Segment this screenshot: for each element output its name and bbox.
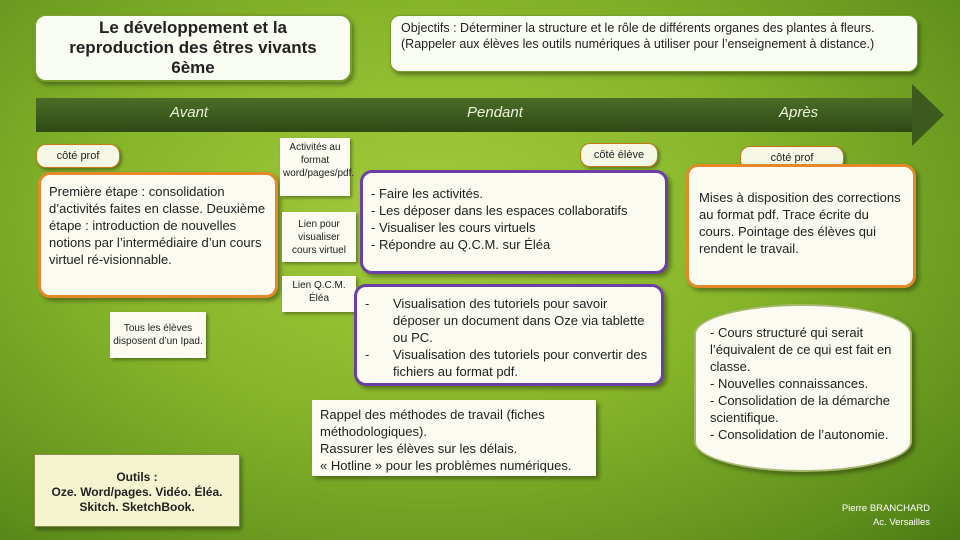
tuto-dash: - xyxy=(365,347,370,362)
eleve-item: - Les déposer dans les espaces collaboratifs xyxy=(371,203,628,218)
note-lien-qcm xyxy=(282,276,356,312)
outils-line-1: Oze. Word/pages. Vidéo. Éléa. xyxy=(51,485,223,499)
tag-cote-eleve: côté élève xyxy=(580,143,658,167)
slide-title xyxy=(34,14,352,82)
apres-card-1 xyxy=(686,164,916,288)
note-lien-qcm-text: Lien Q.C.M. Éléa xyxy=(292,280,346,304)
note-ipad-text: Tous les élèves disposent d’un Ipad. xyxy=(113,323,203,347)
rappel-line: « Hotline » pour les problèmes numériques. xyxy=(320,458,572,473)
apres-card-2 xyxy=(694,304,912,472)
slide-title-text: Le développement et la reproduction des êtres vivants 6ème xyxy=(69,18,317,77)
note-ipad xyxy=(110,312,206,358)
signature-academy: Ac. Versailles xyxy=(872,517,930,528)
objectives-box xyxy=(390,15,918,72)
apres-item: - Cours structuré qui serait l’équivalent de ce qui est fait en classe. xyxy=(710,325,892,374)
signature xyxy=(842,502,930,530)
tag-cote-prof-apres: côté prof xyxy=(740,146,844,170)
apres-item: - Consolidation de l’autonomie. xyxy=(710,427,889,442)
tuto-item: Visualisation des tutoriels pour savoir déposer un document dans Oze via tablette ou PC. xyxy=(393,296,645,345)
avant-card xyxy=(38,172,278,298)
outils-label: Outils : xyxy=(116,470,158,484)
avant-card-text: Première étape : consolidation d’activités faites en classe. Deuxième étape : introduction de nouvelles notions par l’intermédiaire d’un cours virtuel ré-visionnable. xyxy=(49,184,266,267)
apres-item: - Nouvelles connaissances. xyxy=(710,376,869,391)
signature-name: Pierre BRANCHARD xyxy=(841,503,930,514)
eleve-item: - Répondre au Q.C.M. sur Éléa xyxy=(371,237,551,252)
tuto-dash: - xyxy=(365,296,370,311)
tuto-row-2 xyxy=(365,346,649,380)
eleve-card xyxy=(360,170,668,274)
tag-cote-prof-avant: côté prof xyxy=(36,144,120,168)
note-lien-cours xyxy=(282,212,356,262)
phase-avant: Avant xyxy=(170,104,209,121)
rappel-line: Rassurer les élèves sur les délais. xyxy=(320,441,518,456)
tuto-item: Visualisation des tutoriels pour convertir des fichiers au format pdf. xyxy=(393,347,648,379)
tuto-row-1 xyxy=(365,295,649,346)
apres-card-1-text: Mises à disposition des corrections au format pdf. Trace écrite du cours. Pointage des élèves qui rendent le travail. xyxy=(699,190,901,256)
rappel-card xyxy=(312,400,596,476)
note-activites xyxy=(280,138,355,196)
objectives-text: Objectifs : Déterminer la structure et le rôle de différents organes des plantes à fleurs. (Rappeler aux élèves les outils numériques à utiliser pour l’enseignement à distance.) xyxy=(401,21,875,51)
eleve-list xyxy=(371,185,657,253)
eleve-item: - Visualiser les cours virtuels xyxy=(371,220,536,235)
phase-apres: Après xyxy=(779,104,819,121)
note-activites-text: Activités au format word/pages/pdf. xyxy=(283,142,355,179)
outils-box xyxy=(34,454,240,527)
note-lien-cours-text: Lien pour visualiser cours virtuel xyxy=(292,218,346,256)
rappel-line: Rappel des méthodes de travail (fiches méthodologiques). xyxy=(320,407,545,439)
tutoriels-card xyxy=(354,284,664,386)
outils-line-2: Skitch. SketchBook. xyxy=(79,500,195,514)
phase-pendant: Pendant xyxy=(467,104,523,121)
apres-item: - Consolidation de la démarche scientifique. xyxy=(710,393,890,425)
eleve-item: - Faire les activités. xyxy=(371,186,483,201)
